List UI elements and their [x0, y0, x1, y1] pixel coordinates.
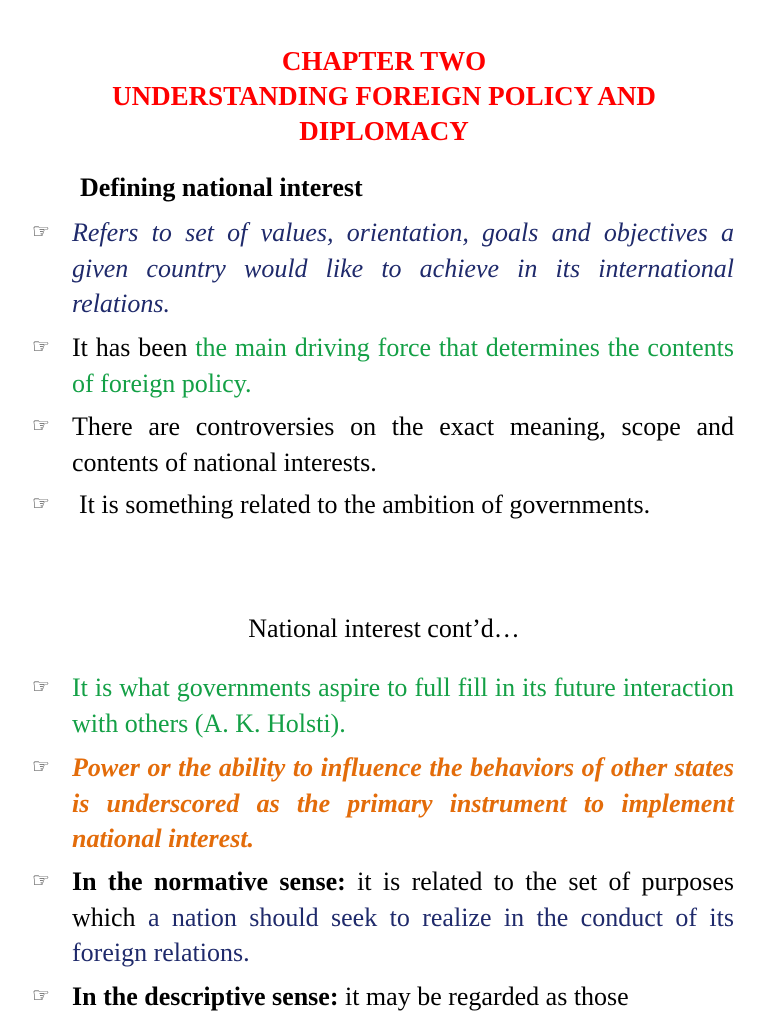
pointing-hand-icon: ☞ — [32, 221, 50, 243]
bullet-item — [32, 670, 734, 741]
title-line-1: CHAPTER TWO — [281, 46, 487, 76]
title-line-3: DIPLOMACY — [299, 116, 469, 146]
bullet-text — [72, 330, 734, 401]
pointing-hand-icon: ☞ — [32, 493, 50, 515]
bullet-item — [32, 487, 734, 523]
pointing-hand-icon: ☞ — [32, 676, 50, 698]
bullet-text: It is what governments aspire to full fill in its future interaction with others (A. K. Holsti). — [72, 673, 734, 738]
bullet-text: Power or the ability to influence the behaviors of other states is underscored as the primary instrument to implement national interest. — [72, 753, 734, 853]
chapter-title — [0, 44, 768, 149]
pointing-hand-icon: ☞ — [32, 985, 50, 1007]
bullet-item — [32, 864, 734, 971]
pointing-hand-icon: ☞ — [32, 415, 50, 437]
bullet-term: In the normative sense: — [72, 867, 346, 896]
bullet-item — [32, 330, 734, 401]
bullet-item — [32, 750, 734, 857]
pointing-hand-icon: ☞ — [32, 870, 50, 892]
title-line-2: UNDERSTANDING FOREIGN POLICY AND — [112, 81, 656, 111]
bullet-text-plain: It has been — [72, 333, 196, 362]
bullet-text: It is something related to the ambition of governments. — [79, 490, 651, 519]
bullet-item — [32, 979, 734, 1015]
bullet-text-highlight: a nation should seek to realize in the conduct of its foreign relations. — [72, 902, 735, 967]
bullet-item — [32, 215, 734, 322]
section-2-heading: National interest cont’d… — [248, 614, 520, 643]
bullet-text-plain: it is related to the set of purposes which — [72, 867, 734, 932]
bullet-text — [72, 979, 734, 1015]
bullet-text — [72, 864, 734, 971]
bullet-text-highlight: the main driving force that determines the contents of foreign policy. — [72, 333, 734, 398]
bullet-text: Refers to set of values, orientation, goals and objectives a given country would like to achieve in its international relations. — [72, 218, 734, 318]
pointing-hand-icon: ☞ — [32, 336, 50, 358]
bullet-text-plain: it may be regarded as those — [338, 982, 629, 1011]
bullet-term: In the descriptive sense: — [72, 982, 339, 1011]
bullet-text: There are controversies on the exact meaning, scope and contents of national interests. — [72, 412, 734, 477]
pointing-hand-icon: ☞ — [32, 756, 50, 778]
bullet-item — [32, 409, 734, 480]
section-heading: Defining national interest — [80, 173, 363, 202]
